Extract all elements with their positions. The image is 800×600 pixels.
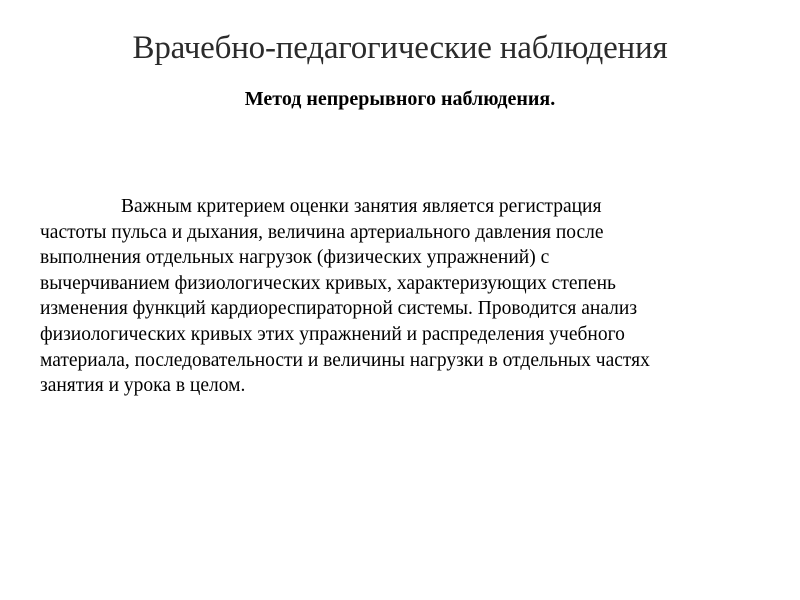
slide-title: Врачебно-педагогические наблюдения bbox=[132, 30, 668, 66]
slide-subtitle: Метод непрерывного наблюдения. bbox=[244, 88, 556, 110]
body-line: занятия и урока в целом. bbox=[40, 375, 246, 397]
body-line: частоты пульса и дыхания, величина артериального давления после bbox=[40, 221, 604, 243]
body-line: материала, последовательности и величины нагрузки в отдельных частях bbox=[40, 349, 650, 371]
body-paragraph bbox=[40, 194, 760, 399]
body-line: изменения функций кардиореспираторной системы. Проводится анализ bbox=[40, 298, 638, 320]
body-line: физиологических кривых этих упражнений и распределения учебного bbox=[40, 323, 625, 345]
body-line: Важным критерием оценки занятия является регистрация bbox=[121, 196, 602, 217]
body-line: вычерчиванием физиологических кривых, характеризующих степень bbox=[40, 272, 616, 294]
body-line: выполнения отдельных нагрузок (физических упражнений) с bbox=[40, 247, 550, 269]
